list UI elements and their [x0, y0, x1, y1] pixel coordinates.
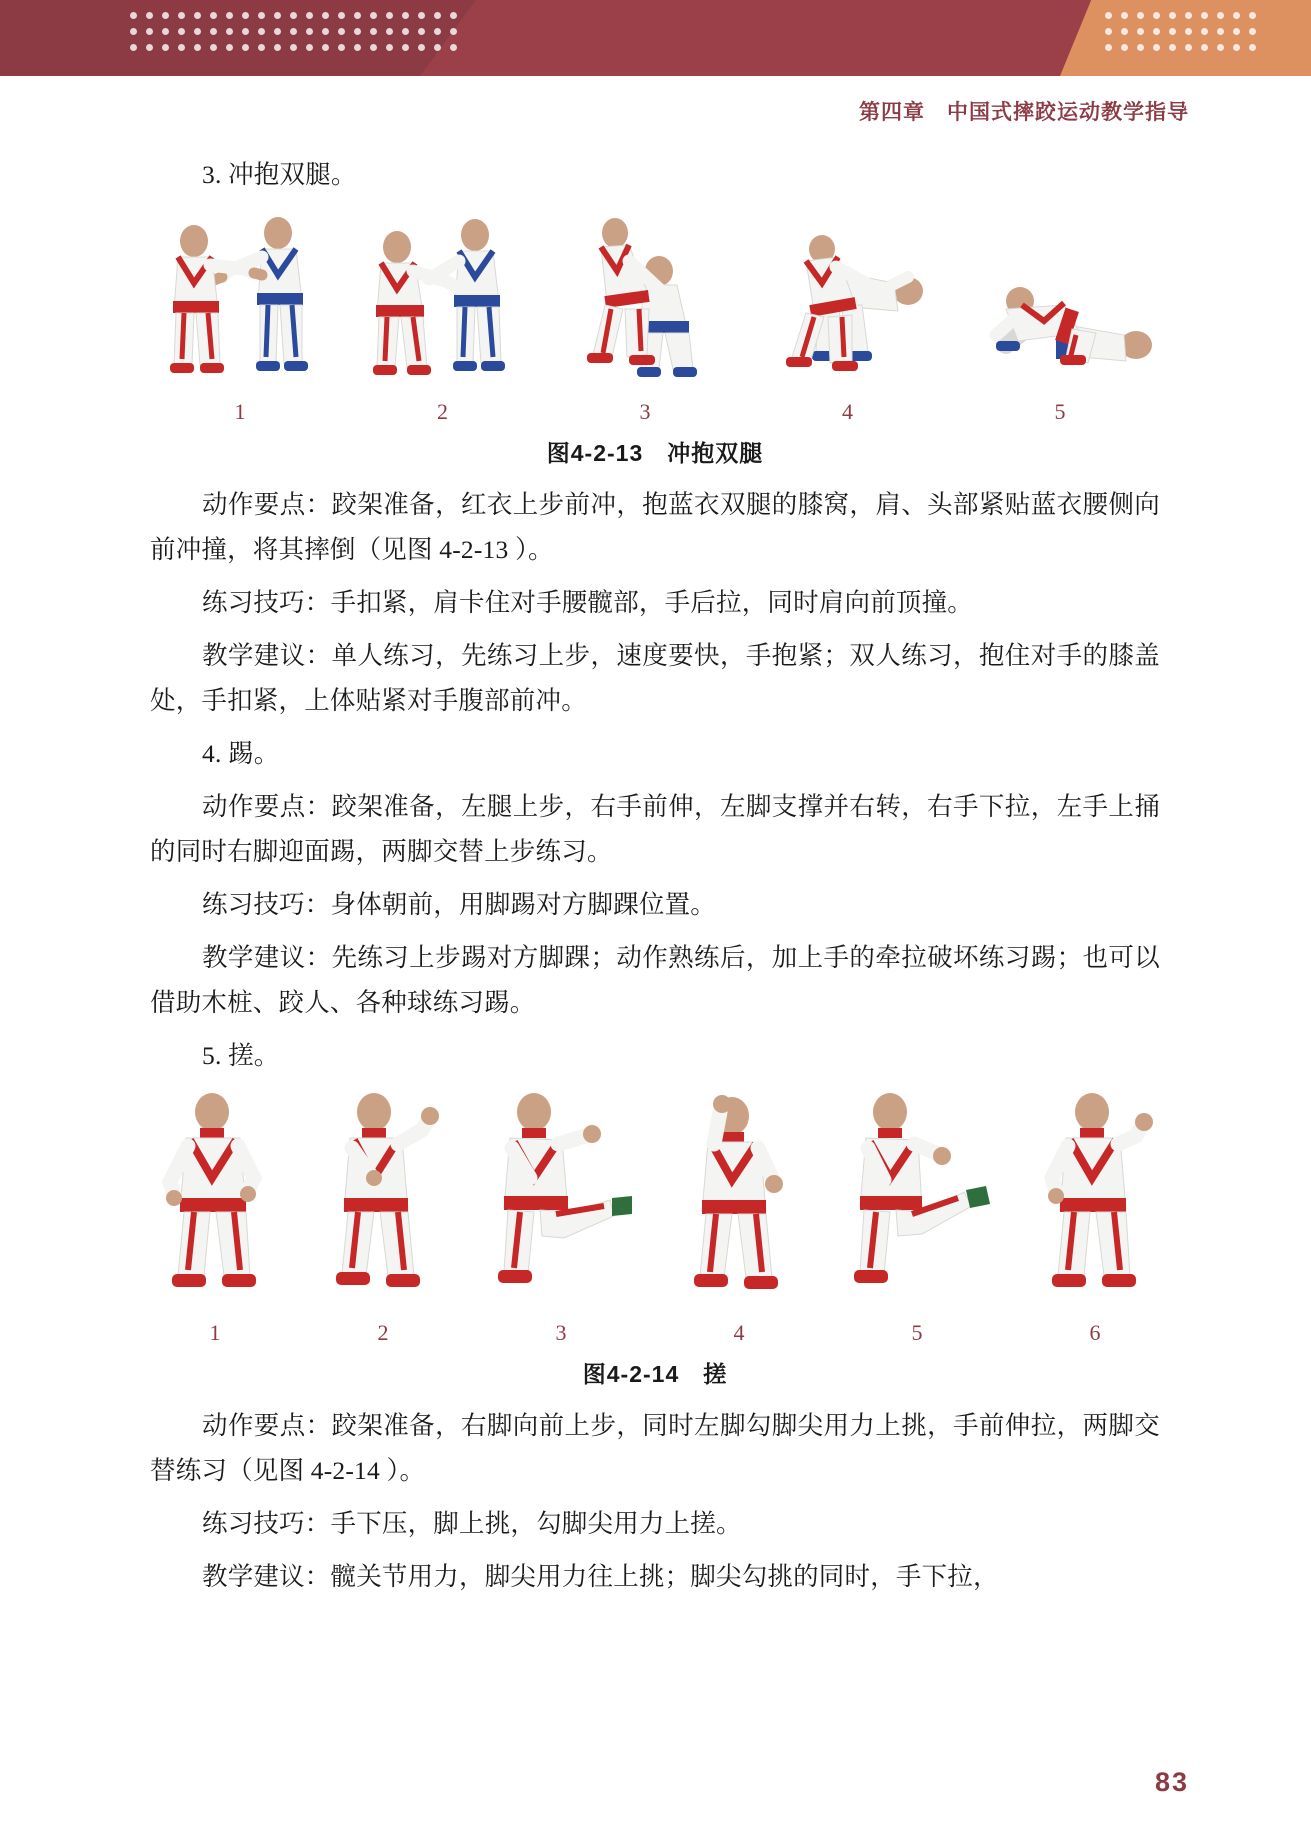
figure-4-2-13-frame-5 — [960, 205, 1160, 425]
section-3-paragraph-2: 练习技巧：手扣紧，肩卡住对手腰髋部，手后拉，同时肩向前顶撞。 — [202, 588, 974, 617]
page-number: 83 — [1154, 1767, 1189, 1797]
section-4-paragraph-2: 练习技巧：身体朝前，用脚踢对方脚踝位置。 — [202, 890, 717, 919]
section-5-paragraph-2: 练习技巧：手下压，脚上挑，勾脚尖用力上搓。 — [202, 1509, 742, 1538]
wrestling-photo-4 — [758, 205, 938, 380]
figure-4-2-14-number-6: 6 — [1089, 1320, 1101, 1345]
figure-4-2-14-frame-4 — [674, 1086, 804, 1346]
kick-photo-5 — [842, 1086, 992, 1301]
figure-4-2-14-strip — [150, 1086, 1160, 1346]
figure-4-2-13-frame-2 — [353, 205, 533, 425]
figure-4-2-13-frame-4 — [758, 205, 938, 425]
wrestling-photo-2 — [353, 205, 533, 380]
figure-4-2-14-frame-5 — [842, 1086, 992, 1346]
kick-photo-2 — [318, 1086, 448, 1301]
section-4-paragraph-1: 动作要点：跤架准备，左腿上步，右手前伸，左脚支撑并右转，右手下拉，左手上捅的同时右脚迎面踢，两脚交替上步练习。 — [150, 792, 1160, 866]
section-3-paragraph-3: 教学建议：单人练习，先练习上步，速度要快，手抱紧；双人练习，抱住对手的膝盖处，手扣紧，上体贴紧对手腹部前冲。 — [150, 641, 1160, 715]
header-dot-pattern-right — [1105, 12, 1265, 62]
chapter-running-head: 第四章 中国式摔跤运动教学指导 — [859, 101, 1189, 124]
figure-4-2-14-number-1: 1 — [209, 1320, 221, 1345]
section-heading-3: 3. 冲抱双腿。 — [202, 160, 357, 189]
decorative-header-band — [0, 0, 1311, 76]
kick-photo-6 — [1030, 1086, 1160, 1301]
section-5-paragraph-1: 动作要点：跤架准备，右脚向前上步，同时左脚勾脚尖用力上挑，手前伸拉，两脚交替练习（见图 4-2-14 ）。 — [150, 1411, 1160, 1485]
figure-4-2-14-number-3: 3 — [555, 1320, 567, 1345]
figure-4-2-13-strip — [150, 205, 1160, 425]
figure-4-2-13-number-4: 4 — [842, 399, 853, 424]
figure-4-2-14-title: 图4-2-14 搓 — [582, 1361, 728, 1387]
kick-photo-4 — [674, 1086, 804, 1301]
figure-4-2-14-frame-3 — [486, 1086, 636, 1346]
header-band-maroon-secondary — [420, 0, 1120, 76]
wrestling-photo-5 — [960, 205, 1160, 380]
figure-4-2-14-number-4: 4 — [733, 1320, 745, 1345]
figure-4-2-13-title: 图4-2-13 冲抱双腿 — [546, 440, 764, 466]
wrestling-photo-3 — [555, 205, 735, 380]
figure-4-2-13-number-2: 2 — [437, 399, 448, 424]
section-3-paragraph-1: 动作要点：跤架准备，红衣上步前冲，抱蓝衣双腿的膝窝，肩、头部紧贴蓝衣腰侧向前冲撞，将其摔倒（见图 4-2-13 ）。 — [150, 490, 1160, 564]
figure-4-2-14 — [150, 1086, 1160, 1389]
figure-4-2-13-frame-1 — [150, 205, 330, 425]
section-4-paragraph-3: 教学建议：先练习上步踢对方脚踝；动作熟练后，加上手的牵拉破坏练习踢；也可以借助木桩、跤人、各种球练习踢。 — [150, 943, 1160, 1017]
section-5-paragraph-3: 教学建议：髋关节用力，脚尖用力往上挑；脚尖勾挑的同时，手下拉， — [202, 1562, 999, 1591]
wrestling-photo-1 — [150, 205, 330, 380]
page-body — [150, 152, 1160, 1607]
figure-4-2-14-frame-6 — [1030, 1086, 1160, 1346]
section-heading-5: 5. 搓。 — [202, 1041, 280, 1070]
figure-4-2-13 — [150, 205, 1160, 468]
figure-4-2-13-frame-3 — [555, 205, 735, 425]
figure-4-2-14-frame-2 — [318, 1086, 448, 1346]
section-heading-4: 4. 踢。 — [202, 739, 280, 768]
figure-4-2-14-number-2: 2 — [377, 1320, 389, 1345]
kick-photo-3 — [486, 1086, 636, 1301]
header-dot-pattern-left — [130, 12, 466, 62]
figure-4-2-14-number-5: 5 — [911, 1320, 923, 1345]
figure-4-2-13-number-3: 3 — [639, 399, 651, 424]
figure-4-2-13-number-1: 1 — [234, 399, 246, 424]
figure-4-2-14-frame-1 — [150, 1086, 280, 1346]
kick-photo-1 — [150, 1086, 280, 1301]
figure-4-2-13-number-5: 5 — [1054, 399, 1066, 424]
